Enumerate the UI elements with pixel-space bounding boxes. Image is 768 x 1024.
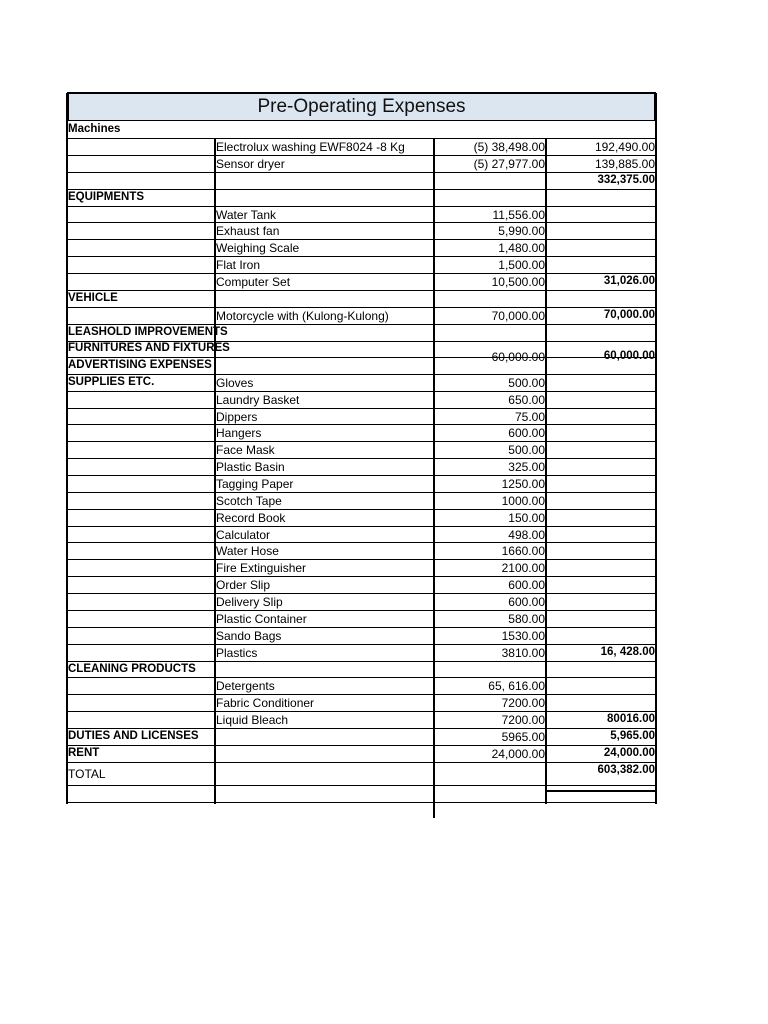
row-amount: 1250.00 <box>501 477 545 491</box>
row-item: Electrolux washing EWF8024 -8 Kg <box>216 140 405 154</box>
row-item: Gloves <box>216 376 254 390</box>
row-amount: 7200.00 <box>501 713 545 727</box>
row-divider <box>67 458 657 459</box>
column-divider <box>545 138 547 804</box>
row-item: Fire Extinguisher <box>216 561 307 575</box>
row-category: VEHICLE <box>68 292 118 304</box>
row-amount: 1660.00 <box>501 544 545 558</box>
row-subtotal: 5,965.00 <box>610 730 655 742</box>
row-item: Water Tank <box>216 208 277 222</box>
row-amount: 650.00 <box>508 393 545 407</box>
row-divider <box>67 475 657 476</box>
row-subtotal: 60,000.00 <box>603 350 655 362</box>
row-amount: 150.00 <box>508 511 545 525</box>
row-divider <box>67 728 657 729</box>
row-category: SUPPLIES ETC. <box>68 376 155 388</box>
row-item: Liquid Bleach <box>216 713 289 727</box>
row-amount: 1,480.00 <box>498 241 545 255</box>
row-subtotal: 80016.00 <box>607 713 655 725</box>
row-amount: 11,556.00 <box>492 208 545 222</box>
row-divider <box>67 559 657 560</box>
row-item: Weighing Scale <box>216 241 300 255</box>
row-item: Detergents <box>216 679 275 693</box>
row-divider <box>67 661 657 662</box>
row-amount: 65, 616.00 <box>488 679 545 693</box>
row-item: Computer Set <box>216 275 291 289</box>
row-item: Face Mask <box>216 443 275 457</box>
row-amount: (5) 38,498.00 <box>473 140 545 154</box>
row-item: Delivery Slip <box>216 595 283 609</box>
row-amount: 1000.00 <box>501 494 545 508</box>
row-divider <box>67 424 657 425</box>
column-divider <box>655 93 657 804</box>
row-item: Dippers <box>216 410 258 424</box>
row-divider <box>67 576 657 577</box>
row-divider <box>67 374 657 375</box>
row-category: DUTIES AND LICENSES <box>68 730 199 742</box>
row-item: Sando Bags <box>216 629 282 643</box>
sheet-title: Pre-Operating Expenses <box>67 92 656 121</box>
row-divider <box>67 593 657 594</box>
row-divider <box>67 762 657 763</box>
row-item: Motorcycle with (Kulong-Kulong) <box>216 309 389 323</box>
row-category: TOTAL <box>68 766 106 781</box>
row-divider <box>67 542 657 543</box>
row-amount: 3810.00 <box>501 646 545 660</box>
total-double-underline <box>546 790 656 792</box>
row-amount: 600.00 <box>508 595 545 609</box>
row-item: Calculator <box>216 528 271 542</box>
row-item: Scotch Tape <box>216 494 282 508</box>
row-amount: 600.00 <box>508 578 545 592</box>
row-divider <box>67 307 657 308</box>
row-divider <box>67 677 657 678</box>
row-amount: 500.00 <box>508 443 545 457</box>
row-item: Plastic Container <box>216 612 307 626</box>
row-amount: 580.00 <box>508 612 545 626</box>
row-item: Flat Iron <box>216 258 261 272</box>
row-item: Plastic Basin <box>216 460 285 474</box>
row-amount: 24,000.00 <box>491 747 545 761</box>
row-amount: 2100.00 <box>501 561 545 575</box>
row-amount: 75.00 <box>514 410 545 424</box>
row-amount: 5965.00 <box>501 730 545 744</box>
row-divider <box>67 711 657 712</box>
row-amount: 1530.00 <box>501 629 545 643</box>
row-divider <box>67 492 657 493</box>
row-divider <box>67 189 657 190</box>
row-divider <box>67 785 657 786</box>
row-amount: 60,000.00 <box>491 350 545 364</box>
row-item: Sensor dryer <box>216 157 285 171</box>
row-subtotal: 332,375.00 <box>597 174 655 186</box>
row-divider <box>67 391 657 392</box>
row-category: LEASHOLD IMPROVEMENTS <box>68 326 228 338</box>
row-amount: 498.00 <box>508 528 545 542</box>
row-divider <box>67 526 657 527</box>
row-divider <box>67 155 657 156</box>
row-divider <box>67 509 657 510</box>
row-category: CLEANING PRODUCTS <box>68 663 196 675</box>
row-divider <box>67 138 657 139</box>
row-amount: 5,990.00 <box>498 224 545 238</box>
row-subtotal: 70,000.00 <box>603 309 655 321</box>
row-divider <box>67 324 657 325</box>
row-category: EQUIPMENTS <box>68 191 145 203</box>
row-divider <box>67 273 657 274</box>
row-subtotal: 192,490.00 <box>594 140 655 154</box>
row-amount: 7200.00 <box>501 696 545 710</box>
row-category: Machines <box>68 123 121 135</box>
row-divider <box>67 408 657 409</box>
row-divider <box>67 239 657 240</box>
row-subtotal: 16, 428.00 <box>600 646 655 658</box>
row-item: Exhaust fan <box>216 224 280 238</box>
row-item: Water Hose <box>216 544 279 558</box>
row-divider <box>67 627 657 628</box>
row-subtotal: 31,026.00 <box>603 275 655 287</box>
row-item: Tagging Paper <box>216 477 294 491</box>
row-amount: 500.00 <box>508 376 545 390</box>
row-divider <box>67 694 657 695</box>
row-divider <box>67 802 657 803</box>
row-divider <box>67 206 657 207</box>
row-amount: 10,500.00 <box>491 275 545 289</box>
row-divider <box>67 172 657 173</box>
row-category: RENT <box>68 747 100 759</box>
row-item: Record Book <box>216 511 286 525</box>
row-divider <box>67 610 657 611</box>
row-item: Order Slip <box>216 578 271 592</box>
row-item: Fabric Conditioner <box>216 696 315 710</box>
row-subtotal: 24,000.00 <box>603 747 655 759</box>
row-amount: 325.00 <box>508 460 545 474</box>
row-amount: 1,500.00 <box>498 258 545 272</box>
row-divider <box>67 290 657 291</box>
row-item: Plastics <box>216 646 258 660</box>
row-divider <box>67 256 657 257</box>
row-divider <box>67 644 657 645</box>
row-divider <box>67 745 657 746</box>
row-item: Laundry Basket <box>216 393 300 407</box>
row-subtotal: 603,382.00 <box>597 764 655 776</box>
row-category: ADVERTISING EXPENSES <box>68 359 212 371</box>
row-divider <box>67 222 657 223</box>
row-amount: 70,000.00 <box>491 309 545 323</box>
row-category: FURNITURES AND FIXTURES <box>68 342 230 354</box>
row-amount: 600.00 <box>508 426 545 440</box>
row-divider <box>67 441 657 442</box>
row-amount: (5) 27,977.00 <box>473 157 545 171</box>
row-item: Hangers <box>216 426 262 440</box>
row-subtotal: 139,885.00 <box>594 157 655 171</box>
